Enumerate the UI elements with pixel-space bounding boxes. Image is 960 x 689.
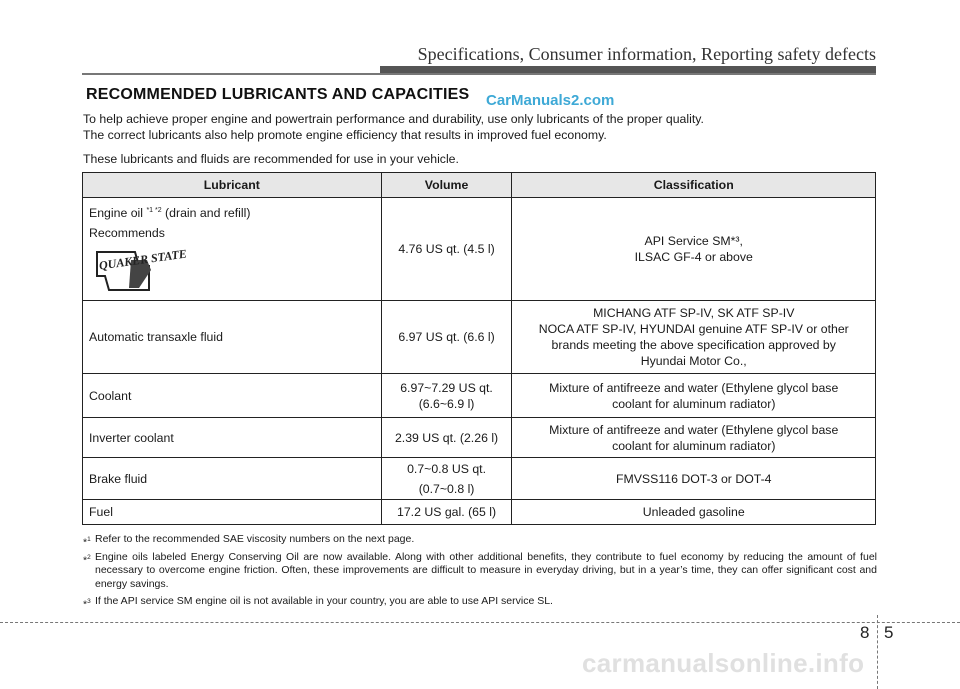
inverter-coolant-volume <box>381 418 512 458</box>
inverter-volume-line: 2.39 US qt. (2.26 l) <box>394 430 499 445</box>
footnote-2-text: Engine oils labeled Energy Conserving Oil are now available. Along with other additional benefits, they contribute to fuel economy by reducing the amount of fuel necessary to overcome engine friction. Often, these improvements are difficult to measure in everyday driving, but in a year’s time, they can offer significant cost and energy savings. <box>95 550 877 590</box>
footnote-1-text: Refer to the recommended SAE viscosity numbers on the next page. <box>95 533 415 545</box>
header-thin-rule <box>82 73 876 75</box>
brake-volume-line: 0.7~0.8 US qt. <box>407 461 487 476</box>
coolant-volume-line: (6.6~6.9 l) <box>418 396 475 411</box>
brake-class-line: FMVSS116 DOT-3 or DOT-4 <box>615 471 772 486</box>
table-row-atf <box>83 301 876 374</box>
footnote-1-mark: *$^1$ <box>83 536 91 549</box>
inverter-class-line: Mixture of antifreeze and water (Ethylene glycol base <box>549 422 839 437</box>
inverter-coolant-classification <box>512 418 876 458</box>
footnote-3-mark: *$^3$ <box>83 598 91 611</box>
table-row-engine-oil <box>83 198 876 301</box>
table-header-row <box>83 173 876 198</box>
footnotes <box>83 533 877 613</box>
atf-class-line: NOCA ATF SP-IV, HYUNDAI genuine ATF SP-IV or other <box>538 322 849 336</box>
atf-classification <box>512 301 876 374</box>
coolant-classification <box>512 374 876 418</box>
table-row-coolant <box>83 374 876 418</box>
table-row-inverter-coolant <box>83 418 876 458</box>
brake-volume-line: (0.7~0.8 l) <box>418 481 475 496</box>
atf-class-line: Hyundai Motor Co., <box>640 354 747 368</box>
header-volume: Volume <box>381 173 512 198</box>
fuel-volume-line: 17.2 US gal. (65 l) <box>396 505 497 519</box>
engine-oil-label <box>89 206 375 220</box>
fuel-name: Fuel <box>83 500 382 525</box>
coolant-volume <box>381 374 512 418</box>
atf-class-line: brands meeting the above specification approved by <box>551 338 836 352</box>
coolant-name: Coolant <box>83 374 382 418</box>
fuel-volume <box>381 500 512 525</box>
intro-line-2: The correct lubricants also help promote engine efficiency that results in improved fuel economy. <box>83 128 607 142</box>
watermark-top: CarManuals2.com <box>486 92 615 109</box>
inverter-coolant-name: Inverter coolant <box>83 418 382 458</box>
brake-fluid-classification <box>512 458 876 500</box>
page-number: 5 <box>884 623 894 642</box>
engine-oil-classification <box>512 198 876 301</box>
engine-oil-name: Engine oil <box>89 206 144 220</box>
atf-volume <box>381 301 512 374</box>
chapter-number: 8 <box>860 623 870 642</box>
engine-oil-suffix: (drain and refill) <box>165 206 251 220</box>
header-rule <box>380 66 876 73</box>
atf-name: Automatic transaxle fluid <box>83 301 382 374</box>
lubricants-table <box>82 172 876 525</box>
bottom-dashed-rule <box>0 622 960 623</box>
recommends-label: Recommends <box>89 226 165 240</box>
table-row-fuel <box>83 500 876 525</box>
inverter-class-line: coolant for aluminum radiator) <box>612 438 776 453</box>
atf-volume-line: 6.97 US qt. (6.6 l) <box>398 330 495 344</box>
header-lubricant: Lubricant <box>83 173 382 198</box>
footnote-3-text: If the API service SM engine oil is not available in your country, you are able to use API service SL. <box>95 595 553 607</box>
quaker-state-logo <box>91 246 188 294</box>
engine-oil-class-line-2: ILSAC GF-4 or above <box>634 250 753 264</box>
watermark-bottom: carmanualsonline.info <box>582 648 865 678</box>
engine-oil-footnote-marks: *1 *2 <box>146 206 162 214</box>
brake-fluid-name: Brake fluid <box>83 458 382 500</box>
footnote-1 <box>83 533 877 547</box>
atf-class-line: MICHANG ATF SP-IV, SK ATF SP-IV <box>593 306 795 320</box>
header-classification: Classification <box>512 173 876 198</box>
table-row-brake-fluid <box>83 458 876 500</box>
intro-line-3: These lubricants and fluids are recommended for use in your vehicle. <box>83 152 459 166</box>
section-header: Specifications, Consumer information, Reporting safety defects <box>417 44 876 64</box>
coolant-volume-line: 6.97~7.29 US qt. <box>400 380 493 395</box>
fuel-class-line: Unleaded gasoline <box>642 505 745 519</box>
engine-oil-cell <box>83 198 382 301</box>
logo-text: QUAKER STATE <box>98 246 188 273</box>
intro-line-1: To help achieve proper engine and powertrain performance and durability, use only lubricants of the proper quality. <box>83 112 704 126</box>
engine-oil-class-line-1: API Service SM*³, <box>644 234 743 248</box>
coolant-class-line: Mixture of antifreeze and water (Ethylene glycol base <box>549 380 839 395</box>
coolant-class-line: coolant for aluminum radiator) <box>612 396 776 411</box>
footnote-2 <box>83 551 877 592</box>
footnote-3 <box>83 595 877 609</box>
footnote-2-mark: *$^2$ <box>83 553 91 566</box>
page-number-divider <box>877 615 878 689</box>
page-title: RECOMMENDED LUBRICANTS AND CAPACITIES <box>86 86 470 103</box>
fuel-classification <box>512 500 876 525</box>
engine-oil-volume: 4.76 US qt. (4.5 l) <box>381 198 512 301</box>
brake-fluid-volume <box>381 458 512 500</box>
